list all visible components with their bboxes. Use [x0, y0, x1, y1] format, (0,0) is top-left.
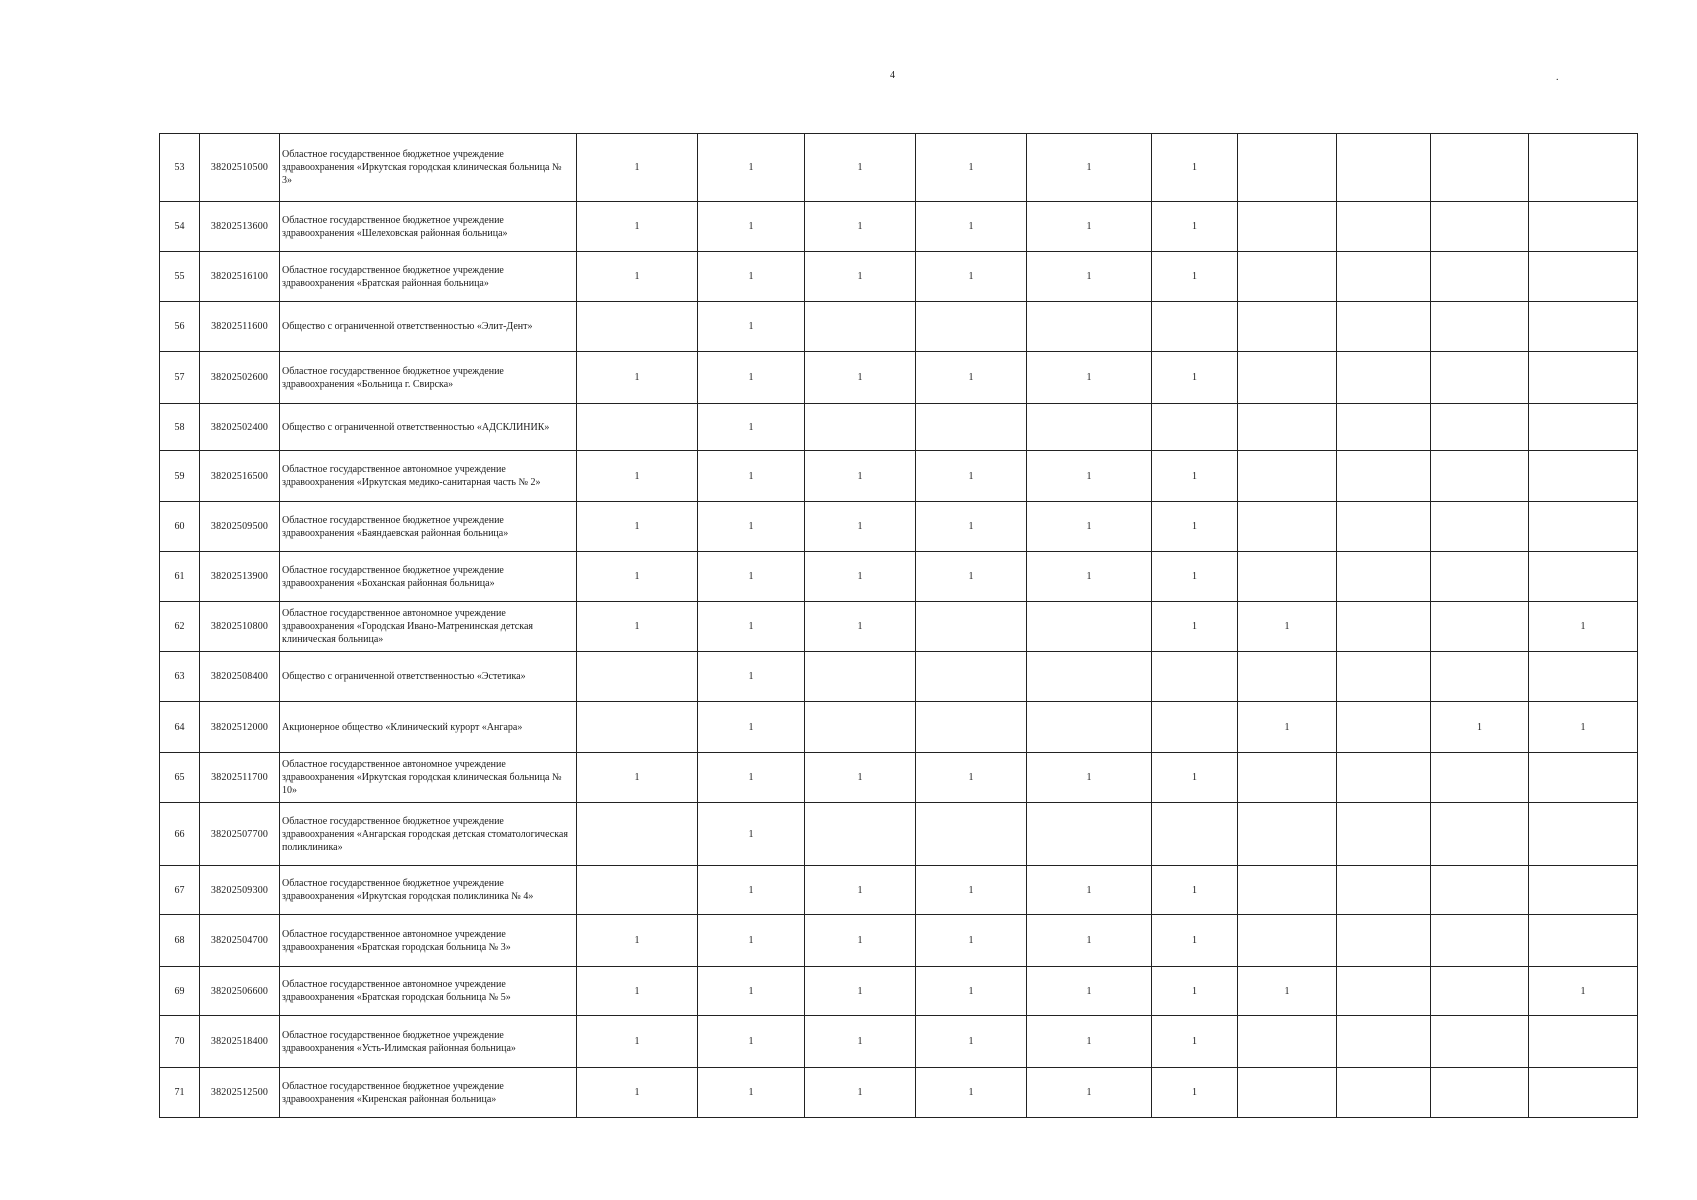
mark-cell: [1529, 1068, 1638, 1118]
mark-cell: [1529, 552, 1638, 602]
mark-cell: [1337, 451, 1431, 502]
mark-cell: [1431, 404, 1529, 451]
row-number: 67: [160, 866, 200, 915]
mark-cell: [577, 803, 698, 866]
mark-cell: 1: [577, 753, 698, 803]
mark-cell: 1: [698, 352, 805, 404]
row-number: 61: [160, 552, 200, 602]
mark-cell: [805, 652, 916, 702]
mark-cell: 1: [1238, 967, 1337, 1016]
row-number: 54: [160, 202, 200, 252]
mark-cell: [1337, 866, 1431, 915]
mark-cell: [1027, 602, 1152, 652]
organization-code: 38202513600: [200, 202, 280, 252]
stray-mark: .: [1556, 72, 1559, 83]
table-row: [160, 552, 1638, 602]
row-number: 56: [160, 302, 200, 352]
mark-cell: 1: [1027, 451, 1152, 502]
organization-name: Областное государственное бюджетное учреждение здравоохранения «Усть-Илимская районная больница»: [280, 1016, 577, 1068]
organization-code: 38202502400: [200, 404, 280, 451]
mark-cell: [1337, 302, 1431, 352]
table-row: [160, 252, 1638, 302]
mark-cell: [1027, 652, 1152, 702]
mark-cell: [1238, 652, 1337, 702]
row-number: 58: [160, 404, 200, 451]
mark-cell: 1: [577, 502, 698, 552]
mark-cell: 1: [916, 866, 1027, 915]
mark-cell: 1: [1152, 967, 1238, 1016]
mark-cell: 1: [1529, 967, 1638, 1016]
mark-cell: [1238, 302, 1337, 352]
mark-cell: 1: [1431, 702, 1529, 753]
mark-cell: [1529, 302, 1638, 352]
organization-name: Областное государственное бюджетное учреждение здравоохранения «Иркутская городская поликлиника № 4»: [280, 866, 577, 915]
organization-code: 38202511700: [200, 753, 280, 803]
organization-code: 38202506600: [200, 967, 280, 1016]
mark-cell: 1: [805, 252, 916, 302]
mark-cell: [577, 302, 698, 352]
mark-cell: 1: [1152, 915, 1238, 967]
mark-cell: 1: [577, 967, 698, 1016]
mark-cell: 1: [805, 1068, 916, 1118]
mark-cell: [1431, 451, 1529, 502]
table-row: [160, 451, 1638, 502]
mark-cell: 1: [805, 915, 916, 967]
row-number: 64: [160, 702, 200, 753]
table-row: [160, 753, 1638, 803]
mark-cell: [1337, 134, 1431, 202]
organization-code: 38202511600: [200, 302, 280, 352]
mark-cell: 1: [1027, 552, 1152, 602]
mark-cell: 1: [1152, 552, 1238, 602]
mark-cell: 1: [577, 451, 698, 502]
mark-cell: [1238, 252, 1337, 302]
mark-cell: 1: [916, 967, 1027, 1016]
mark-cell: [1238, 451, 1337, 502]
mark-cell: 1: [805, 753, 916, 803]
mark-cell: [1238, 753, 1337, 803]
mark-cell: 1: [916, 202, 1027, 252]
mark-cell: [1238, 502, 1337, 552]
mark-cell: [1337, 252, 1431, 302]
organization-name: Областное государственное автономное учреждение здравоохранения «Иркутская медико-санитарная часть № 2»: [280, 451, 577, 502]
mark-cell: [916, 602, 1027, 652]
mark-cell: [1152, 652, 1238, 702]
mark-cell: 1: [1529, 702, 1638, 753]
mark-cell: 1: [805, 602, 916, 652]
mark-cell: 1: [698, 753, 805, 803]
mark-cell: 1: [805, 866, 916, 915]
mark-cell: [805, 404, 916, 451]
mark-cell: [1431, 803, 1529, 866]
mark-cell: [1152, 702, 1238, 753]
mark-cell: [1337, 502, 1431, 552]
organization-code: 38202510800: [200, 602, 280, 652]
mark-cell: 1: [916, 552, 1027, 602]
organization-name: Областное государственное бюджетное учреждение здравоохранения «Братская районная больница»: [280, 252, 577, 302]
mark-cell: 1: [1152, 352, 1238, 404]
mark-cell: [1529, 803, 1638, 866]
mark-cell: 1: [916, 352, 1027, 404]
mark-cell: 1: [1027, 967, 1152, 1016]
mark-cell: [1337, 803, 1431, 866]
mark-cell: 1: [698, 451, 805, 502]
mark-cell: [916, 803, 1027, 866]
mark-cell: [1337, 967, 1431, 1016]
mark-cell: 1: [916, 1016, 1027, 1068]
row-number: 53: [160, 134, 200, 202]
mark-cell: [1529, 404, 1638, 451]
mark-cell: [805, 302, 916, 352]
row-number: 63: [160, 652, 200, 702]
organization-name: Областное государственное бюджетное учреждение здравоохранения «Ангарская городская детская стоматологическая поликлиника»: [280, 803, 577, 866]
registry-table: [159, 133, 1638, 1118]
row-number: 55: [160, 252, 200, 302]
mark-cell: [1529, 1016, 1638, 1068]
table-row: [160, 652, 1638, 702]
mark-cell: 1: [805, 1016, 916, 1068]
mark-cell: 1: [577, 202, 698, 252]
mark-cell: 1: [698, 202, 805, 252]
mark-cell: [1337, 352, 1431, 404]
mark-cell: 1: [1152, 134, 1238, 202]
mark-cell: [1337, 602, 1431, 652]
mark-cell: [1337, 753, 1431, 803]
mark-cell: 1: [577, 1068, 698, 1118]
mark-cell: 1: [805, 202, 916, 252]
organization-code: 38202518400: [200, 1016, 280, 1068]
mark-cell: 1: [577, 352, 698, 404]
mark-cell: [1238, 134, 1337, 202]
mark-cell: [1431, 652, 1529, 702]
organization-name: Областное государственное автономное учреждение здравоохранения «Братская городская больница № 3»: [280, 915, 577, 967]
mark-cell: [1529, 866, 1638, 915]
organization-code: 38202512000: [200, 702, 280, 753]
row-number: 57: [160, 352, 200, 404]
table-row: [160, 866, 1638, 915]
mark-cell: 1: [577, 134, 698, 202]
organization-code: 38202504700: [200, 915, 280, 967]
table-body: [160, 134, 1638, 1118]
mark-cell: 1: [1238, 702, 1337, 753]
organization-code: 38202516500: [200, 451, 280, 502]
mark-cell: [1529, 502, 1638, 552]
mark-cell: [1431, 352, 1529, 404]
mark-cell: 1: [698, 252, 805, 302]
mark-cell: 1: [1152, 602, 1238, 652]
mark-cell: [1337, 652, 1431, 702]
mark-cell: [1238, 915, 1337, 967]
table-row: [160, 967, 1638, 1016]
mark-cell: 1: [698, 302, 805, 352]
mark-cell: 1: [1152, 202, 1238, 252]
mark-cell: [1238, 404, 1337, 451]
mark-cell: [577, 866, 698, 915]
mark-cell: 1: [916, 753, 1027, 803]
mark-cell: 1: [1027, 1068, 1152, 1118]
mark-cell: [1431, 1068, 1529, 1118]
mark-cell: 1: [805, 352, 916, 404]
mark-cell: [1238, 202, 1337, 252]
mark-cell: 1: [1238, 602, 1337, 652]
mark-cell: [1431, 753, 1529, 803]
mark-cell: 1: [805, 502, 916, 552]
mark-cell: 1: [698, 803, 805, 866]
mark-cell: [1529, 451, 1638, 502]
mark-cell: 1: [1027, 753, 1152, 803]
mark-cell: [1529, 352, 1638, 404]
mark-cell: [1337, 1068, 1431, 1118]
organization-name: Областное государственное автономное учреждение здравоохранения «Иркутская городская клиническая больница № 10»: [280, 753, 577, 803]
mark-cell: [1027, 702, 1152, 753]
mark-cell: 1: [577, 252, 698, 302]
mark-cell: [577, 404, 698, 451]
table-row: [160, 134, 1638, 202]
mark-cell: [1337, 702, 1431, 753]
mark-cell: 1: [577, 552, 698, 602]
mark-cell: 1: [1027, 915, 1152, 967]
mark-cell: [1431, 915, 1529, 967]
table-row: [160, 502, 1638, 552]
mark-cell: 1: [698, 134, 805, 202]
mark-cell: [805, 702, 916, 753]
mark-cell: 1: [577, 602, 698, 652]
mark-cell: [1027, 302, 1152, 352]
mark-cell: 1: [1152, 866, 1238, 915]
mark-cell: 1: [698, 967, 805, 1016]
mark-cell: 1: [1027, 866, 1152, 915]
organization-code: 38202509300: [200, 866, 280, 915]
mark-cell: 1: [1529, 602, 1638, 652]
mark-cell: [1152, 803, 1238, 866]
mark-cell: [1529, 652, 1638, 702]
mark-cell: [1152, 302, 1238, 352]
mark-cell: 1: [1027, 502, 1152, 552]
organization-code: 38202508400: [200, 652, 280, 702]
mark-cell: 1: [698, 602, 805, 652]
mark-cell: [1529, 753, 1638, 803]
mark-cell: [1529, 202, 1638, 252]
organization-name: Областное государственное бюджетное учреждение здравоохранения «Иркутская городская клиническая больница № 3»: [280, 134, 577, 202]
mark-cell: 1: [916, 252, 1027, 302]
mark-cell: 1: [1027, 1016, 1152, 1068]
table-row: [160, 352, 1638, 404]
mark-cell: 1: [698, 915, 805, 967]
mark-cell: 1: [1152, 1016, 1238, 1068]
mark-cell: [1337, 552, 1431, 602]
mark-cell: 1: [1152, 1068, 1238, 1118]
mark-cell: 1: [577, 1016, 698, 1068]
mark-cell: 1: [805, 134, 916, 202]
table-row: [160, 302, 1638, 352]
mark-cell: [1238, 1016, 1337, 1068]
mark-cell: 1: [805, 451, 916, 502]
mark-cell: [805, 803, 916, 866]
mark-cell: [1431, 866, 1529, 915]
mark-cell: [1431, 602, 1529, 652]
mark-cell: [1431, 302, 1529, 352]
page-number: 4: [890, 70, 895, 81]
table-row: [160, 404, 1638, 451]
mark-cell: 1: [1027, 252, 1152, 302]
mark-cell: [1152, 404, 1238, 451]
organization-code: 38202507700: [200, 803, 280, 866]
mark-cell: 1: [698, 1016, 805, 1068]
row-number: 59: [160, 451, 200, 502]
mark-cell: 1: [1152, 502, 1238, 552]
mark-cell: [1238, 866, 1337, 915]
organization-name: Областное государственное бюджетное учреждение здравоохранения «Баяндаевская районная больница»: [280, 502, 577, 552]
table-row: [160, 915, 1638, 967]
mark-cell: [1238, 803, 1337, 866]
mark-cell: 1: [698, 552, 805, 602]
mark-cell: 1: [698, 502, 805, 552]
table-row: [160, 803, 1638, 866]
mark-cell: [1238, 1068, 1337, 1118]
organization-name: Областное государственное бюджетное учреждение здравоохранения «Боханская районная больница»: [280, 552, 577, 602]
organization-name: Общество с ограниченной ответственностью «Элит-Дент»: [280, 302, 577, 352]
table-row: [160, 1016, 1638, 1068]
mark-cell: 1: [1152, 753, 1238, 803]
mark-cell: [1431, 202, 1529, 252]
mark-cell: 1: [1152, 252, 1238, 302]
mark-cell: [577, 702, 698, 753]
organization-name: Областное государственное автономное учреждение здравоохранения «Городская Ивано-Матренинская детская клиническая больница»: [280, 602, 577, 652]
mark-cell: [1337, 404, 1431, 451]
organization-code: 38202509500: [200, 502, 280, 552]
row-number: 60: [160, 502, 200, 552]
row-number: 69: [160, 967, 200, 1016]
mark-cell: 1: [1027, 352, 1152, 404]
mark-cell: [1027, 803, 1152, 866]
organization-name: Областное государственное бюджетное учреждение здравоохранения «Киренская районная больница»: [280, 1068, 577, 1118]
organization-code: 38202502600: [200, 352, 280, 404]
mark-cell: [1431, 502, 1529, 552]
mark-cell: [916, 702, 1027, 753]
mark-cell: 1: [805, 552, 916, 602]
row-number: 70: [160, 1016, 200, 1068]
mark-cell: [1431, 967, 1529, 1016]
mark-cell: [1027, 404, 1152, 451]
row-number: 65: [160, 753, 200, 803]
organization-code: 38202516100: [200, 252, 280, 302]
mark-cell: [1431, 134, 1529, 202]
mark-cell: [1238, 352, 1337, 404]
table-row: [160, 602, 1638, 652]
mark-cell: [1238, 552, 1337, 602]
mark-cell: 1: [805, 967, 916, 1016]
mark-cell: [1337, 915, 1431, 967]
mark-cell: 1: [916, 502, 1027, 552]
organization-name: Общество с ограниченной ответственностью «Эстетика»: [280, 652, 577, 702]
table-row: [160, 1068, 1638, 1118]
table-row: [160, 702, 1638, 753]
mark-cell: [916, 652, 1027, 702]
organization-name: Акционерное общество «Клинический курорт «Ангара»: [280, 702, 577, 753]
mark-cell: [1529, 915, 1638, 967]
row-number: 62: [160, 602, 200, 652]
mark-cell: 1: [1027, 134, 1152, 202]
organization-code: 38202513900: [200, 552, 280, 602]
mark-cell: 1: [698, 866, 805, 915]
mark-cell: [1337, 202, 1431, 252]
row-number: 71: [160, 1068, 200, 1118]
organization-code: 38202510500: [200, 134, 280, 202]
mark-cell: 1: [916, 1068, 1027, 1118]
mark-cell: [1337, 1016, 1431, 1068]
mark-cell: [1431, 552, 1529, 602]
organization-name: Областное государственное бюджетное учреждение здравоохранения «Шелеховская районная больница»: [280, 202, 577, 252]
mark-cell: [577, 652, 698, 702]
organization-name: Областное государственное автономное учреждение здравоохранения «Братская городская больница № 5»: [280, 967, 577, 1016]
mark-cell: [1529, 252, 1638, 302]
mark-cell: [916, 302, 1027, 352]
mark-cell: [1431, 1016, 1529, 1068]
row-number: 66: [160, 803, 200, 866]
row-number: 68: [160, 915, 200, 967]
organization-name: Областное государственное бюджетное учреждение здравоохранения «Больница г. Свирска»: [280, 352, 577, 404]
table-row: [160, 202, 1638, 252]
mark-cell: [1529, 134, 1638, 202]
mark-cell: 1: [577, 915, 698, 967]
organization-name: Общество с ограниченной ответственностью «АДСКЛИНИК»: [280, 404, 577, 451]
mark-cell: 1: [916, 915, 1027, 967]
mark-cell: 1: [698, 404, 805, 451]
mark-cell: 1: [698, 1068, 805, 1118]
mark-cell: 1: [1152, 451, 1238, 502]
mark-cell: 1: [916, 134, 1027, 202]
mark-cell: 1: [1027, 202, 1152, 252]
mark-cell: 1: [698, 652, 805, 702]
mark-cell: [916, 404, 1027, 451]
organization-code: 38202512500: [200, 1068, 280, 1118]
mark-cell: 1: [916, 451, 1027, 502]
mark-cell: [1431, 252, 1529, 302]
mark-cell: 1: [698, 702, 805, 753]
